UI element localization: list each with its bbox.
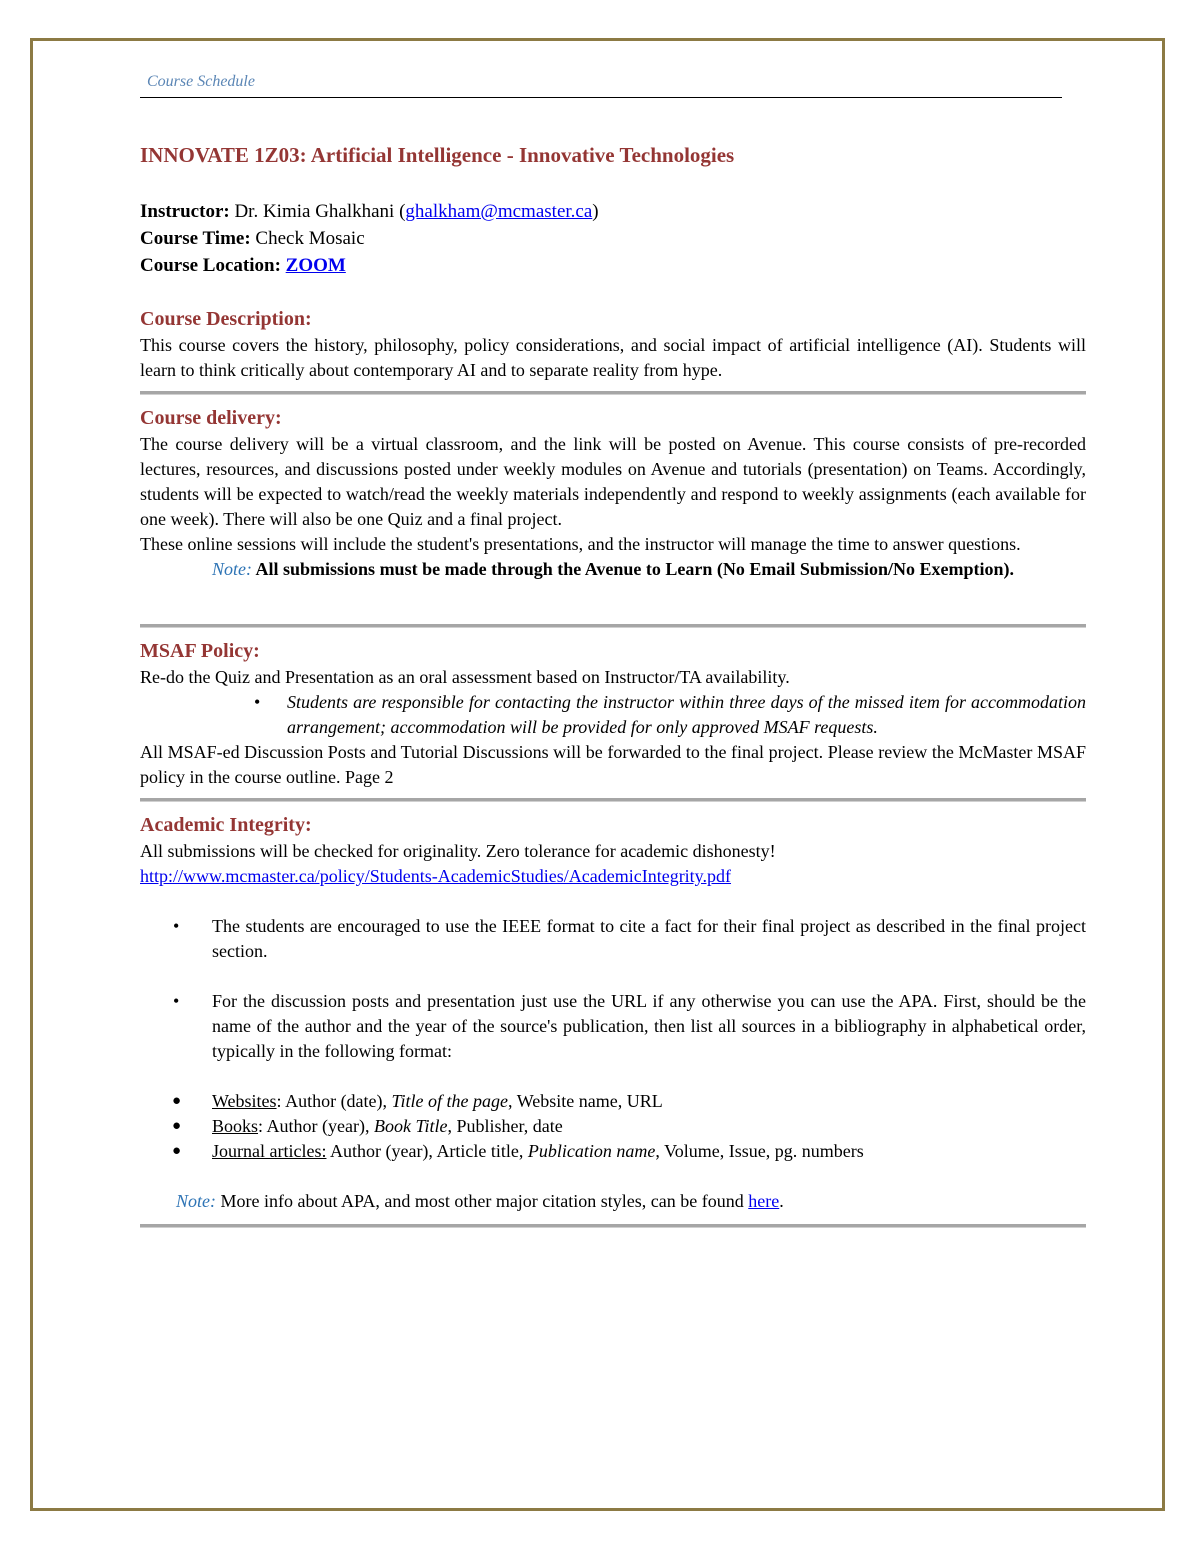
section-msaf xyxy=(140,637,1086,790)
delivery-heading: Course delivery: xyxy=(140,407,282,429)
msaf-outro: All MSAF-ed Discussion Posts and Tutorial Discussions will be forwarded to the final project. Please review the McMaster MSAF policy in the course outline. Page 2 xyxy=(140,742,1086,787)
msaf-intro: Re-do the Quiz and Presentation as an oral assessment based on Instructor/TA availability. xyxy=(140,667,790,687)
format-italic: Publication name xyxy=(527,1141,656,1161)
citation-bullet-list xyxy=(140,914,1086,1064)
bullet-icon: • xyxy=(254,692,261,712)
description-heading: Course Description: xyxy=(140,308,312,330)
section-divider xyxy=(140,624,1086,627)
document-body xyxy=(140,140,1086,1227)
format-part: , Publisher, date xyxy=(447,1116,563,1136)
section-delivery xyxy=(140,404,1086,582)
list-item xyxy=(140,1139,1086,1164)
note-end: . xyxy=(779,1191,784,1211)
section-divider xyxy=(140,798,1086,801)
course-time-line xyxy=(140,225,1086,252)
course-location-label: Course Location: xyxy=(140,255,281,276)
course-title: INNOVATE 1Z03: Artificial Intelligence - Innovative Technologies xyxy=(140,143,735,167)
integrity-text: All submissions will be checked for originality. Zero tolerance for academic dishonesty! xyxy=(140,841,776,861)
apa-note xyxy=(176,1189,1086,1214)
msaf-bullet-text: Students are responsible for contacting the instructor within three days of the missed item for accommodation arrangement; accommodation will be provided for only approved MSAF requests. xyxy=(287,692,1086,737)
format-label: Books xyxy=(212,1116,259,1136)
delivery-paragraph-1: The course delivery will be a virtual classroom, and the link will be posted on Avenue. This course consists of pre-recorded lectures, resources, and discussions posted under weekly modules on Avenue and tutorials (presentation) on Teams. Accordingly, students will be expected to watch/read the weekly materials independently and respond to weekly assignments (each available for one week). There will also be one Quiz and a final project. xyxy=(140,434,1086,529)
delivery-paragraph-2: These online sessions will include the student's presentations, and the instructor will manage the time to answer questions. xyxy=(140,534,1021,554)
course-time-label: Course Time: xyxy=(140,228,251,249)
msaf-heading: MSAF Policy: xyxy=(140,640,260,662)
section-divider xyxy=(140,1224,1086,1227)
format-part: Author (year), Article title, xyxy=(326,1141,528,1161)
instructor-email-link[interactable]: ghalkham@mcmaster.ca xyxy=(405,201,593,222)
header-rule xyxy=(140,97,1062,98)
instructor-name: Dr. Kimia Ghalkhani ( xyxy=(234,201,406,222)
msaf-bullet-list xyxy=(254,690,1086,740)
format-part: Author (year), xyxy=(263,1116,374,1136)
ieee-bullet-text: The students are encouraged to use the IEEE format to cite a fact for their final project as described in the final project section. xyxy=(212,916,1086,961)
section-integrity xyxy=(140,811,1086,1214)
apa-format-list xyxy=(140,1089,1086,1164)
bullet-icon: • xyxy=(173,916,180,936)
instructor-close: ) xyxy=(592,201,599,222)
description-text: This course covers the history, philosophy, policy considerations, and social impact of artificial intelligence (AI). Students will learn to think critically about contemporary AI and to separate reality from hype. xyxy=(140,335,1086,380)
bullet-icon: ● xyxy=(172,1143,182,1159)
header-label: Course Schedule xyxy=(147,73,255,90)
list-item xyxy=(140,989,1086,1064)
apa-bullet-text: For the discussion posts and presentation just use the URL if any otherwise you can use the APA. First, should be the name of the author and the year of the source's publication, then list all sources in a bibliography in alphabetical order, typically in the following format: xyxy=(212,991,1086,1061)
list-item xyxy=(140,1114,1086,1139)
delivery-note xyxy=(212,557,1086,582)
list-item xyxy=(140,1089,1086,1114)
instructor-line xyxy=(140,198,1086,225)
format-italic: Book Title xyxy=(374,1116,448,1136)
integrity-policy-link[interactable]: http://www.mcmaster.ca/policy/Students-AcademicStudies/AcademicIntegrity.pdf xyxy=(140,866,732,886)
format-part: , Website name, URL xyxy=(508,1091,663,1111)
format-label: Websites xyxy=(212,1091,277,1111)
bullet-icon: ● xyxy=(172,1118,182,1134)
section-description xyxy=(140,305,1086,383)
note-text: All submissions must be made through the Avenue to Learn (No Email Submission/No Exemption). xyxy=(255,559,1014,579)
bullet-icon: ● xyxy=(172,1093,182,1109)
format-italic: Title of the page xyxy=(391,1091,509,1111)
format-part: Author (date), xyxy=(281,1091,392,1111)
citation-styles-link[interactable]: here xyxy=(748,1191,780,1211)
format-label: Journal articles: xyxy=(212,1141,327,1161)
section-divider xyxy=(140,391,1086,394)
course-time-value: Check Mosaic xyxy=(255,228,365,249)
format-separator: : xyxy=(276,1091,282,1111)
integrity-heading: Academic Integrity: xyxy=(140,814,312,836)
format-part: , Volume, Issue, pg. numbers xyxy=(655,1141,864,1161)
course-info xyxy=(140,198,1086,279)
note-label: Note: xyxy=(176,1191,216,1211)
list-item xyxy=(254,690,1086,740)
format-separator: : xyxy=(258,1116,264,1136)
list-item xyxy=(140,914,1086,964)
zoom-link[interactable]: ZOOM xyxy=(285,255,346,276)
instructor-label: Instructor: xyxy=(140,201,230,222)
course-location-line xyxy=(140,252,1086,279)
note-text: More info about APA, and most other major citation styles, can be found xyxy=(216,1191,749,1211)
note-label: Note: xyxy=(212,559,252,579)
bullet-icon: • xyxy=(173,991,180,1011)
